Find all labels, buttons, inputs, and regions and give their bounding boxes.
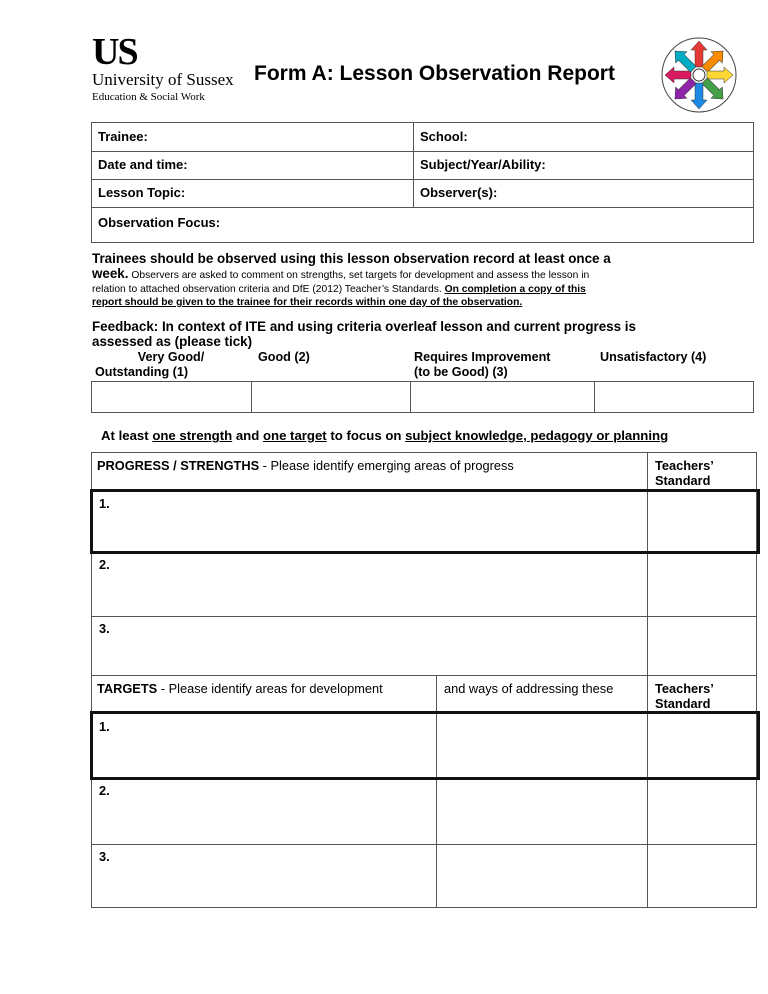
tick-box-unsatisfactory[interactable] — [595, 382, 753, 412]
target-2-standard-input[interactable] — [650, 782, 755, 842]
grade-requires-improvement: Requires Improvement (to be Good) (3) — [414, 350, 551, 379]
target-3-ways-input[interactable] — [439, 847, 645, 906]
target-item-3: 3. — [99, 849, 110, 864]
feedback-heading — [92, 319, 636, 349]
instructions-line-2: Observers are asked to comment on strengths, set targets for development and assess the lesson in — [128, 270, 590, 281]
date-time-label: Date and time: — [98, 157, 188, 172]
target-item-1: 1. — [99, 719, 110, 734]
target-1-standard-input[interactable] — [650, 716, 755, 777]
tick-box-outstanding[interactable] — [92, 382, 250, 412]
instructions — [92, 250, 672, 309]
lesson-topic-label: Lesson Topic: — [98, 185, 186, 200]
strength-item-3: 3. — [99, 621, 110, 636]
target-3-standard-input[interactable] — [650, 847, 755, 906]
grade-good: Good (2) — [258, 350, 310, 364]
instructions-line-3: relation to attached observation criteria and DfE (2012) Teacher’s Standards. — [92, 284, 445, 295]
feedback-heading-line-1: Feedback: In context of ITE and using criteria overleaf lesson and current progress is — [92, 319, 636, 334]
instructions-week: week. — [92, 266, 129, 281]
instructions-line-1: Trainees should be observed using this lesson observation record at least once a — [92, 251, 611, 266]
strengths-heading: PROGRESS / STRENGTHS - Please identify emerging areas of progress — [97, 458, 514, 473]
university-logo — [92, 31, 242, 106]
target-3-input[interactable] — [115, 847, 433, 906]
logo-university-name: University of Sussex — [92, 70, 234, 89]
tick-box-good[interactable] — [252, 382, 409, 412]
observers-label: Observer(s): — [420, 185, 498, 200]
logo-department-name: Education & Social Work — [92, 91, 205, 103]
target-1-input[interactable] — [115, 716, 433, 777]
school-label: School: — [420, 129, 468, 144]
target-2-input[interactable] — [115, 782, 433, 842]
badge-text — [660, 36, 673, 37]
targets-teachers-standard-label: Teachers’ Standard — [655, 681, 714, 711]
grade-very-good: Very Good/ — [137, 350, 205, 364]
instructions-line-3-bold: On completion a copy of this — [444, 284, 586, 295]
strength-2-input[interactable] — [115, 556, 645, 614]
observation-focus-label: Observation Focus: — [98, 215, 221, 230]
strengths-teachers-standard-label: Teachers’ Standard — [655, 458, 714, 488]
form-title: Form A: Lesson Observation Report — [254, 62, 615, 85]
strength-1-standard-input[interactable] — [650, 494, 755, 551]
strength-3-standard-input[interactable] — [650, 619, 755, 673]
feedback-heading-line-2: assessed as (please tick) — [92, 334, 253, 349]
focus-instruction: At least one strength and one target to focus on subject knowledge, pedagogy or planning — [101, 428, 669, 443]
instructions-line-4: report should be given to the trainee for their records within one day of the observation. — [92, 297, 523, 308]
target-1-ways-input[interactable] — [439, 716, 645, 777]
grade-outstanding: Outstanding (1) — [95, 365, 189, 379]
tick-box-requires-improvement[interactable] — [411, 382, 593, 412]
grade-unsatisfactory: Unsatisfactory (4) — [600, 350, 707, 364]
strength-2-standard-input[interactable] — [650, 556, 755, 614]
trainee-label: Trainee: — [98, 129, 148, 144]
targets-heading: TARGETS - Please identify areas for development — [97, 681, 383, 696]
targets-ways-heading: and ways of addressing these — [444, 681, 614, 696]
sussex-connection-badge — [660, 36, 738, 114]
strength-3-input[interactable] — [115, 619, 645, 673]
subject-year-ability-label: Subject/Year/Ability: — [420, 157, 546, 172]
target-2-ways-input[interactable] — [439, 782, 645, 842]
target-item-2: 2. — [99, 783, 110, 798]
strength-1-input[interactable] — [115, 494, 645, 551]
strength-item-1: 1. — [99, 496, 110, 511]
strength-item-2: 2. — [99, 557, 110, 572]
logo-mark: US — [92, 31, 137, 73]
